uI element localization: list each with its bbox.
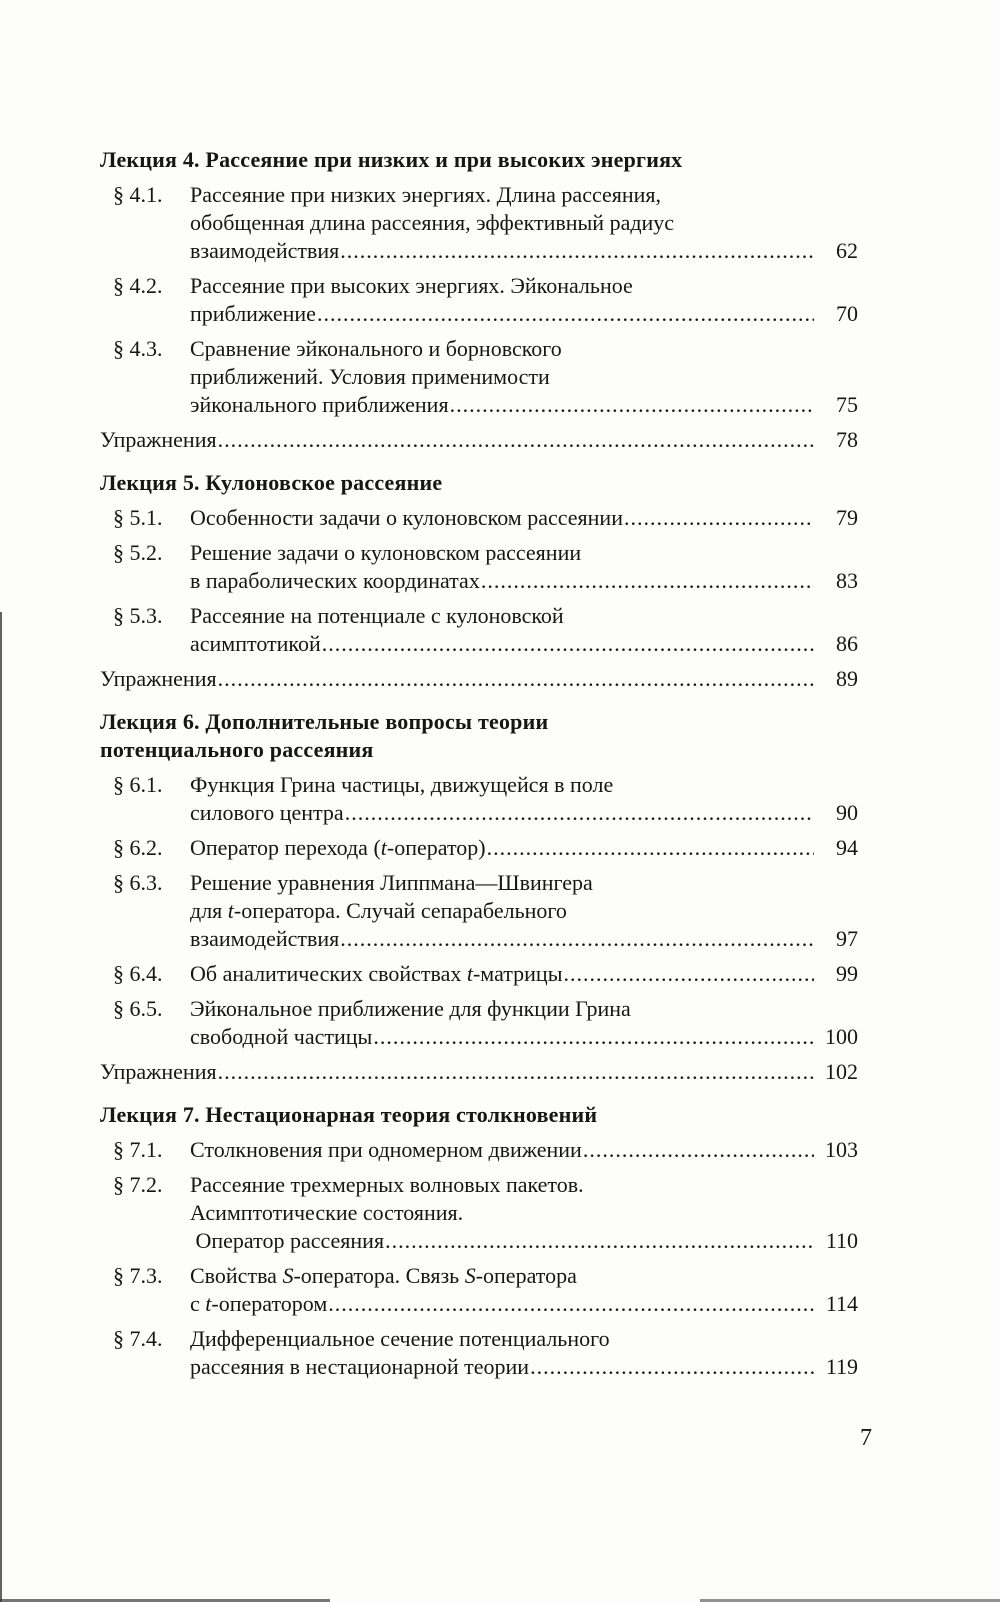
entry-page-number: 102	[825, 1059, 858, 1084]
entry-title-text: взаимодействия	[190, 926, 340, 951]
math-variable: S	[282, 1263, 294, 1288]
toc-entry	[100, 1262, 858, 1318]
dot-leader	[373, 1023, 814, 1051]
entry-title-line: Асимптотические состояния.	[190, 1200, 464, 1225]
entry-section-label: § 5.2.	[113, 540, 163, 565]
entry-section-label: § 7.1.	[113, 1137, 163, 1162]
entry-page-number: 86	[836, 631, 858, 656]
entry-page-number: 114	[825, 1291, 858, 1316]
section-heading-line: Лекция 4. Рассеяние при низких и при высоких энергиях	[100, 147, 683, 172]
entry-title-text: взаимодействия	[190, 238, 340, 263]
entry-page-number: 100	[825, 1024, 858, 1049]
entry-title-line	[190, 504, 858, 532]
entry-title	[100, 665, 858, 693]
entry-title-line: Функция Грина частицы, движущейся в поле	[190, 772, 614, 797]
entry-title	[190, 504, 858, 532]
entry-title-line	[190, 237, 858, 265]
section-heading	[100, 1101, 858, 1129]
page-number: 7	[860, 1425, 872, 1451]
entry-title	[190, 1136, 858, 1164]
entry-section-label: § 7.3.	[113, 1263, 163, 1288]
entry-title-line	[190, 1136, 858, 1164]
entry-page-number: 75	[836, 392, 858, 417]
entry-title-line: Решение задачи о кулоновском рассеянии	[190, 540, 582, 565]
section-heading	[100, 146, 858, 174]
entry-page-number: 110	[825, 1228, 858, 1253]
entry-title-text: в параболических координатах	[190, 568, 480, 593]
entry-section-label: § 5.3.	[113, 603, 163, 628]
entry-title	[190, 1171, 858, 1255]
entry-title	[190, 539, 858, 595]
toc-entry	[100, 834, 858, 862]
entry-section-label: § 6.2.	[113, 835, 163, 860]
entry-title-text: эйконального приближения	[190, 392, 449, 417]
entry-title-line: Рассеяние трехмерных волновых пакетов.	[190, 1172, 584, 1197]
math-variable: S	[464, 1263, 476, 1288]
entry-page-number: 94	[836, 835, 858, 860]
dot-leader	[563, 960, 814, 988]
entry-section-label: § 5.1.	[113, 505, 163, 530]
entry-title-line	[190, 630, 858, 658]
entry-title-text: рассеяния в нестационарной теории	[190, 1354, 530, 1379]
entry-title-line	[100, 426, 858, 454]
entry-title	[190, 960, 858, 988]
entry-title-text: Об аналитических свойствах t-матрицы	[190, 961, 563, 986]
math-variable: t	[205, 1291, 212, 1316]
entry-title	[190, 834, 858, 862]
entry-section-label: § 6.1.	[113, 772, 163, 797]
toc-entry	[100, 181, 858, 265]
entry-section-label: § 6.3.	[113, 870, 163, 895]
section-heading-line: потенциального рассеяния	[100, 737, 374, 762]
entry-title-text: Столкновения при одномерном движении	[190, 1137, 582, 1162]
entry-title-line	[190, 1023, 858, 1051]
toc-entry-exercises	[100, 426, 858, 454]
entry-title-line	[100, 665, 858, 693]
entry-title	[190, 602, 858, 658]
entry-title-text: Оператор рассеяния	[190, 1228, 385, 1253]
entry-section-label: § 4.1.	[113, 182, 163, 207]
entry-page-number: 97	[836, 926, 858, 951]
dot-leader	[530, 1353, 814, 1381]
entry-title-text: Упражнения	[100, 427, 217, 452]
toc-entry-exercises	[100, 665, 858, 693]
entry-title	[190, 995, 858, 1051]
dot-leader	[385, 1227, 814, 1255]
entry-title-line	[190, 1227, 858, 1255]
entry-title-line	[190, 1290, 858, 1318]
entry-title-line: обобщенная длина рассеяния, эффективный радиус	[190, 210, 675, 235]
entry-page-number: 99	[836, 961, 858, 986]
dot-leader	[624, 504, 814, 532]
entry-title-line	[190, 834, 858, 862]
entry-title-text: с t-оператором	[190, 1291, 328, 1316]
toc-entry	[100, 539, 858, 595]
entry-title-line	[190, 391, 858, 419]
entry-section-label: § 4.3.	[113, 336, 163, 361]
entry-title-line: Рассеяние при высоких энергиях. Эйкональное	[190, 273, 633, 298]
entry-page-number: 62	[836, 238, 858, 263]
entry-section-label: § 6.4.	[113, 961, 163, 986]
dot-leader	[481, 567, 814, 595]
entry-title-text: Оператор перехода (t-оператор)	[190, 835, 486, 860]
entry-section-label: § 6.5.	[113, 996, 163, 1021]
dot-leader	[450, 391, 814, 419]
toc-entry	[100, 504, 858, 532]
entry-title-line	[100, 1058, 858, 1086]
entry-title-text: силового центра	[190, 800, 344, 825]
entry-title-text: свободной частицы	[190, 1024, 373, 1049]
entry-title-line: Решение уравнения Липпмана—Швингера	[190, 870, 593, 895]
entry-title-line: для t-оператора. Случай сепарабельного	[190, 898, 567, 923]
entry-title	[100, 1058, 858, 1086]
entry-title-line	[190, 799, 858, 827]
entry-title	[190, 1325, 858, 1381]
entry-title-line	[190, 300, 858, 328]
entry-title-line: Дифференциальное сечение потенциального	[190, 1326, 610, 1351]
entry-title-line: Рассеяние при низких энергиях. Длина рассеяния,	[190, 182, 662, 207]
entry-page-number: 119	[825, 1354, 858, 1379]
toc-entry	[100, 995, 858, 1051]
toc-entry	[100, 869, 858, 953]
section-heading-line: Лекция 5. Кулоновское рассеяние	[100, 470, 443, 495]
section-heading	[100, 469, 858, 497]
math-variable: t	[466, 961, 473, 986]
toc-entry	[100, 335, 858, 419]
entry-title-line: приближений. Условия применимости	[190, 364, 550, 389]
toc-section	[100, 708, 858, 1086]
entry-section-label: § 7.2.	[113, 1172, 163, 1197]
section-heading-line: Лекция 6. Дополнительные вопросы теории	[100, 709, 549, 734]
entry-section-label: § 7.4.	[113, 1326, 163, 1351]
dot-leader	[487, 834, 814, 862]
entry-page-number: 78	[836, 427, 858, 452]
toc-entry	[100, 960, 858, 988]
entry-title	[190, 771, 858, 827]
entry-title	[190, 181, 858, 265]
entry-title	[190, 335, 858, 419]
toc-entry	[100, 602, 858, 658]
entry-title-line: Рассеяние на потенциале с кулоновской	[190, 603, 564, 628]
dot-leader	[583, 1136, 814, 1164]
section-heading	[100, 708, 858, 764]
entry-page-number: 89	[836, 666, 858, 691]
toc-entry	[100, 1171, 858, 1255]
entry-page-number: 103	[825, 1137, 858, 1162]
entry-title	[190, 272, 858, 328]
toc-section	[100, 1101, 858, 1381]
entry-page-number: 90	[836, 800, 858, 825]
dot-leader	[340, 237, 814, 265]
entry-page-number: 79	[836, 505, 858, 530]
entry-title-line: Сравнение эйконального и борновского	[190, 336, 562, 361]
toc-entry	[100, 272, 858, 328]
dot-leader	[218, 665, 814, 693]
dot-leader	[218, 426, 814, 454]
entry-title-line: Эйкональное приближение для функции Грина	[190, 996, 631, 1021]
entry-title-text: Упражнения	[100, 666, 217, 691]
entry-title	[100, 426, 858, 454]
dot-leader	[340, 925, 814, 953]
toc-entry	[100, 1136, 858, 1164]
entry-title-line	[190, 925, 858, 953]
scan-artifact-left-edge	[0, 612, 2, 1602]
toc-section	[100, 469, 858, 693]
toc-entry	[100, 1325, 858, 1381]
entry-section-label: § 4.2.	[113, 273, 163, 298]
entry-title	[190, 869, 858, 953]
toc-entry-exercises	[100, 1058, 858, 1086]
toc-section	[100, 146, 858, 454]
dot-leader	[317, 300, 814, 328]
entry-title-line	[190, 567, 858, 595]
dot-leader	[218, 1058, 814, 1086]
entry-page-number: 70	[836, 301, 858, 326]
entry-title-line	[190, 960, 858, 988]
entry-title	[190, 1262, 858, 1318]
section-heading-line: Лекция 7. Нестационарная теория столкновений	[100, 1102, 598, 1127]
math-variable: t	[380, 835, 387, 860]
entry-title-line	[190, 1353, 858, 1381]
entry-title-text: Упражнения	[100, 1059, 217, 1084]
toc-entry	[100, 771, 858, 827]
math-variable: t	[227, 898, 234, 923]
entry-title-text: асимптотикой	[190, 631, 321, 656]
dot-leader	[322, 630, 814, 658]
dot-leader	[345, 799, 814, 827]
entry-page-number: 83	[836, 568, 858, 593]
entry-title-line: Свойства S-оператора. Связь S-оператора	[190, 1263, 577, 1288]
entry-title-text: Особенности задачи о кулоновском рассеянии	[190, 505, 623, 530]
table-of-contents	[100, 146, 858, 1381]
entry-title-text: приближение	[190, 301, 316, 326]
dot-leader	[328, 1290, 814, 1318]
